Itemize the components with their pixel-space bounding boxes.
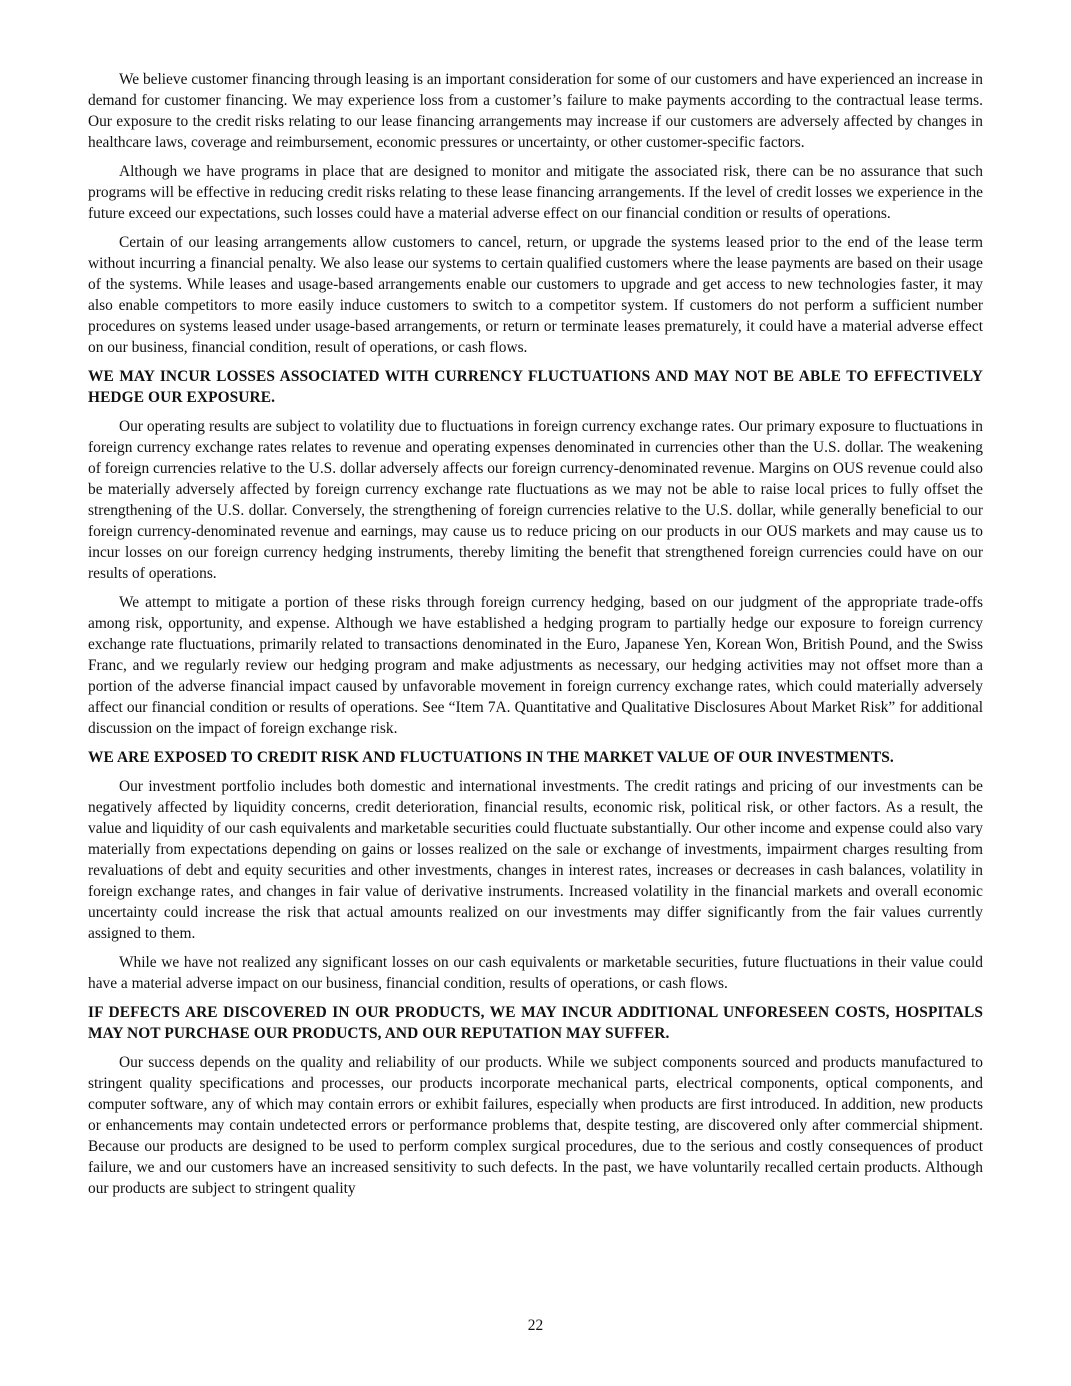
section-heading-credit-risk: WE ARE EXPOSED TO CREDIT RISK AND FLUCTUATIONS IN THE MARKET VALUE OF OUR INVESTMENTS. [88, 749, 894, 766]
paragraph: Our operating results are subject to volatility due to fluctuations in foreign currency exchange rates. Our primary exposure to fluctuations in foreign currency exchange rates relates to revenue and operating expenses denominated in currencies other than the U.S. dollar. The weakening of foreign currencies relative to the U.S. dollar adversely affects our foreign currency-denominated revenue. Margins on OUS revenue could also be materially adversely affected by foreign currency exchange rate fluctuations as we may not be able to raise local prices to fully offset the strengthening of the U.S. dollar. Conversely, the strengthening of foreign currencies relative to the U.S. dollar, while generally beneficial to our foreign currency-denominated revenue and earnings, may cause us to reduce pricing on our products in our OUS markets and may cause us to incur losses on our foreign currency hedging instruments, thereby limiting the benefit that strengthened foreign currencies could have on our results of operations. [88, 418, 983, 582]
paragraph: Although we have programs in place that are designed to monitor and mitigate the associated risk, there can be no assurance that such programs will be effective in reducing credit risks relating to these lease financing arrangements. If the level of credit losses we experience in the future exceed our expectations, such losses could have a material adverse effect on our financial condition or results of operations. [88, 163, 983, 222]
document-page [88, 69, 983, 1207]
paragraph: Our investment portfolio includes both domestic and international investments. The credit ratings and pricing of our investments can be negatively affected by liquidity concerns, credit deterioration, financial results, economic risk, political risk, or other factors. As a result, the value and liquidity of our cash equivalents and marketable securities could fluctuate substantially. Our other income and expense could also vary materially from expectations depending on gains or losses realized on the sale or exchange of investments, impairment charges resulting from revaluations of debt and equity securities and other investments, changes in interest rates, increases or decreases in cash balances, volatility in foreign exchange rates, and changes in fair value of derivative instruments. Increased volatility in the financial markets and overall economic uncertainty could increase the risk that actual amounts realized on our investments may differ significantly from the fair values currently assigned to them. [88, 778, 983, 942]
paragraph: While we have not realized any significant losses on our cash equivalents or marketable securities, future fluctuations in their value could have a material adverse impact on our business, financial condition, results of operations, or cash flows. [88, 954, 983, 992]
paragraph: We believe customer financing through leasing is an important consideration for some of our customers and have experienced an increase in demand for customer financing. We may experience loss from a customer’s failure to make payments according to the contractual lease terms. Our exposure to the credit risks relating to our lease financing arrangements may increase if our customers are adversely affected by changes in healthcare laws, coverage and reimbursement, economic pressures or uncertainty, or other customer-specific factors. [88, 71, 983, 151]
page-number: 22 [527, 1317, 544, 1334]
paragraph: We attempt to mitigate a portion of these risks through foreign currency hedging, based on our judgment of the appropriate trade-offs among risk, opportunity, and expense. Although we have established a hedging program to partially hedge our exposure to foreign currency exchange rate fluctuations, primarily related to transactions denominated in the Euro, Japanese Yen, Korean Won, British Pound, and the Swiss Franc, and we regularly review our hedging program and make adjustments as necessary, our hedging activities may not offset more than a portion of the adverse financial impact caused by unfavorable movement in foreign currency exchange rates, which could materially adversely affect our financial condition or results of operations. See “Item 7A. Quantitative and Qualitative Disclosures About Market Risk” for additional discussion on the impact of foreign exchange risk. [88, 594, 983, 737]
section-heading-product-defects: IF DEFECTS ARE DISCOVERED IN OUR PRODUCTS, WE MAY INCUR ADDITIONAL UNFORESEEN COSTS, HOSPITALS MAY NOT PURCHASE OUR PRODUCTS, AND OUR REPUTATION MAY SUFFER. [88, 1004, 983, 1042]
section-heading-currency: WE MAY INCUR LOSSES ASSOCIATED WITH CURRENCY FLUCTUATIONS AND MAY NOT BE ABLE TO EFFECTIVELY HEDGE OUR EXPOSURE. [88, 368, 983, 406]
paragraph: Our success depends on the quality and reliability of our products. While we subject components sourced and products manufactured to stringent quality specifications and processes, our products incorporate mechanical parts, electrical components, optical components, and computer software, any of which may contain errors or exhibit failures, especially when products are first introduced. In addition, new products or enhancements may contain undetected errors or performance problems that, despite testing, are discovered only after commercial shipment. Because our products are designed to be used to perform complex surgical procedures, due to the serious and costly consequences of product failure, we and our customers have an increased sensitivity to such defects. In the past, we have voluntarily recalled certain products. Although our products are subject to stringent quality [88, 1054, 983, 1197]
paragraph: Certain of our leasing arrangements allow customers to cancel, return, or upgrade the systems leased prior to the end of the lease term without incurring a financial penalty. We also lease our systems to certain qualified customers where the lease payments are based on their usage of the systems. While leases and usage-based arrangements enable our customers to upgrade and get access to new technologies faster, it may also enable competitors to more easily induce customers to switch to a competitor system. If customers do not perform a sufficient number procedures on systems leased under usage-based arrangements, or return or terminate leases prematurely, it could have a material adverse effect on our business, financial condition, result of operations, or cash flows. [88, 234, 983, 356]
